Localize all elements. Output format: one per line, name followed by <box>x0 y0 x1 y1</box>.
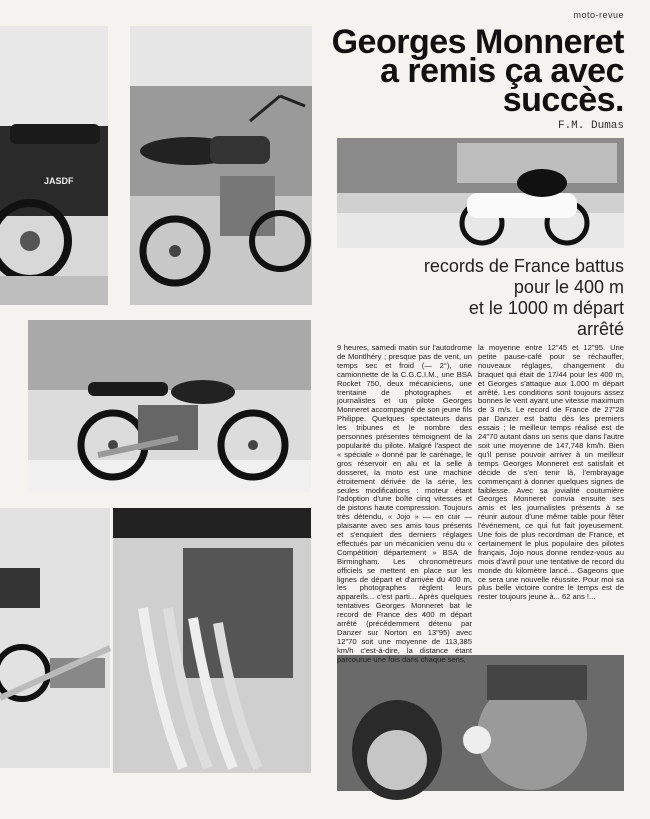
body-column-2 <box>478 344 624 646</box>
subtitle-line-3: et le 1000 m départ <box>468 298 624 318</box>
article-title <box>320 23 624 119</box>
article-subtitle <box>330 256 624 340</box>
subtitle-line-4: arrêté <box>576 319 624 339</box>
column-2-text: la moyenne entre 12"45 et 12"95. Une petite pause-café pour se réchauffer, nouveaux réglages, changement du braquet qui était de 17/44 pour les 400 m, et Georges s'attaque aux 1.000 m départ arrêté. Les conditions sont toujours assez bonnes le vent ayant une vitesse maximum de 3 m/s. Le record de France de 27"28 par Danzer est battu dès les premiers essais ; le meilleur temps réalisé est de 24"70 autant dans un sens que dans l'autre soit une moyenne de 147,748 km/h. Bien qu'il pense pouvoir arriver à un meilleur temps Georges Monneret est satisfait et décide de s'en tenir là, l'embrayage commençant à donner quelques signes de faiblesse. Avec sa jovialité coutumière Georges Monneret convia ensuite ses amis et les journalistes présents à se réunir autour d'une même table pour fêter l'événement, ce qui fut fait joyeusement. Une fois de plus recordman de France, et certainement le plus populaire des pilotes français, Jojo nous donne rendez-vous au mois d'avril pour une tentative de record du monde du kilomètre lancé... Gageons que ce sera une nouvelle réussite. Pour moi sa plus belle victoire contre le temps est de rester toujours jeune à... 62 ans !... <box>478 343 625 602</box>
jasdf-label: JASDF <box>44 176 74 186</box>
subtitle-line-1: records de France battus <box>423 256 624 276</box>
title-line-3: succès. <box>502 81 624 119</box>
photo-motorcycle-front-left <box>0 26 108 305</box>
title-line-2: a remis ça avec <box>380 52 624 90</box>
column-1-text: 9 heures, samedi matin sur l'autodrome de Montlhéry ; presque pas de vent, un temps sec et froid (— 2°), une camionnette de la C.G.C.I.M., une BSA Rocket 750, deux mécaniciens, une trentaine de photographes et journalistes et un pilote Georges Monneret accompagné de son jeune fils Philippe. Quelques spectateurs dans les tribunes et le nombre des personnes présentes témoignent de la popularité du pilote. Malgré l'aspect de « spéciale » donné par le carénage, le gros réservoir en alu et la selle à dosseret, la moto est une machine étroitement dérivée de la série, les seules modifications : moteur étant l'adoption d'une boîte cinq vitesses et de pistons haute compression. Toujours très détendu, « Jojo » — en cuir — plaisante avec ses amis tous présents et s'enquiert des derniers réglages effectués par un mécanicien venu du « Compétition département » BSA de Birmingham. Les chronométreurs officiels se mettent en place sur les lignes de départ et d'arrivée du 400 m, les photographes règlent leurs appareils... c'est parti... Après quelques tentatives Georges Monneret bat le record de France des 400 m départ arrêté (précédemment détenu par Danzer sur Norton en 13"95) avec 12"70 soit une moyenne de 113,385 km/h c'est-à-dire, la distance étant parcourue une fois dans chaque sens, <box>337 343 472 664</box>
photo-monneret-phone <box>337 655 624 791</box>
photo-exhaust-detail <box>0 508 110 768</box>
photo-motorcycle-side <box>28 320 311 492</box>
photo-engine-closeup <box>113 508 311 773</box>
photo-motorcycle-three-quarter <box>130 26 312 305</box>
body-column-1 <box>337 343 472 664</box>
section-label: moto-revue <box>573 10 624 20</box>
subtitle-line-2: pour le 400 m <box>513 277 624 297</box>
author-byline: F.M. Dumas <box>557 120 624 132</box>
title-line-1: Georges Monneret <box>331 23 624 61</box>
photo-monneret-riding <box>337 138 624 248</box>
